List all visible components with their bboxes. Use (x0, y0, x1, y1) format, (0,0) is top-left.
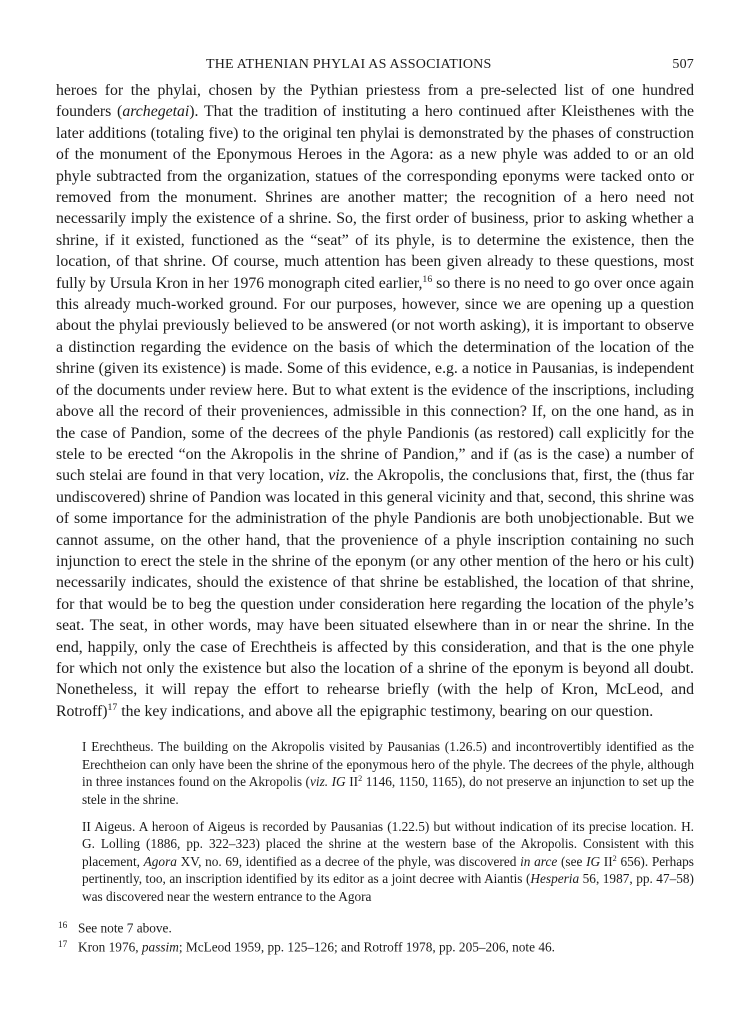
footnote-text: ; McLeod 1959, pp. 125–126; and Rotroff 1978, pp. 205–206, note 46. (178, 939, 555, 955)
text-run: II (600, 853, 613, 869)
footnote-number: 16 (58, 920, 68, 931)
italic-term-viz: viz. (328, 467, 350, 485)
footnote-17 (58, 937, 694, 956)
italic-citation: viz. IG (309, 774, 346, 790)
text-run: (see (557, 853, 587, 869)
text-run: XV, no. 69, identified as a decree of the phyle, was discovered (176, 853, 521, 869)
superscript: 2 (358, 774, 363, 784)
text-run: so there is no need to go over once again this already much-worked ground. For our purposes, however, since we are opening up a question about the phylai previously believed to be answered (or not worth asking), it is important to observe a distinction regarding the evidence on the basis of which the determination of the location of the shrine (given its existence) is made. Some of this evidence, e.g. a notice in Pausanias, is independent of the documents under review here. But to what extent is the evidence of the inscriptions, including above all the record of their proveniences, admissible in this connection? If, on the one hand, as in the case of Pandion, some of the decrees of the phyle Pandionis (as restored) call explicitly for the stele to be erected “on the Akropolis in the shrine of Pandion,” and if (as is the case) a number of such stelai are found in that very location, (56, 274, 694, 485)
footnotes (58, 918, 694, 956)
running-title: THE ATHENIAN PHYLAI AS ASSOCIATIONS (206, 57, 492, 72)
text-run: the key indications, and above all the epigraphic testimony, bearing on our question. (117, 702, 654, 720)
footnote-number: 17 (58, 939, 68, 950)
italic-term: in arce (520, 853, 558, 869)
text-run: 656). Perhaps pertinently, too, an inscription identified by its editor as a joint decree with Aiantis ( (82, 853, 694, 887)
text-run: II (345, 774, 359, 790)
italic-term: passim (141, 939, 179, 955)
eponym-entries (82, 738, 694, 905)
footnote-text: Kron 1976, (78, 939, 142, 955)
footnote-ref-17[interactable]: 17 (107, 701, 118, 713)
entry-aigeus (82, 818, 694, 906)
body-paragraph (56, 80, 694, 722)
page-number: 507 (672, 57, 694, 72)
italic-term-archegetai: archegetai (122, 103, 190, 121)
text-run: 56, 1987, pp. 47–58) was discovered near the western entrance to the Agora (82, 871, 694, 904)
page-header (56, 50, 694, 80)
footnote-text: See note 7 above. (78, 920, 172, 936)
italic-citation: Agora (143, 853, 177, 869)
superscript: 2 (612, 853, 617, 863)
text-run: 1146, 1150, 1165), do not preserve an injunction to set up the stele in the shrine. (82, 774, 695, 807)
book-page (56, 50, 694, 956)
footnote-ref-16[interactable]: 16 (422, 273, 433, 285)
footnote-16 (58, 918, 694, 937)
text-run: I Erechtheus. The building on the Akropolis visited by Pausanias (1.26.5) and incontrovertibly identified as the Erechtheion can only have been the shrine of the eponymous hero of the phyle. The decrees of the phyle, although in three instances found on the Akropolis ( (82, 739, 694, 790)
italic-citation: IG (586, 853, 601, 869)
text-run: II Aigeus. A heroon of Aigeus is recorded by Pausanias (1.22.5) but without indication of its precise location. H. G. Lolling (1886, pp. 322–323) placed the shrine at the western base of the Akropolis. Consistent with this placement, (82, 818, 694, 869)
text-run: ). That the tradition of instituting a hero continued after Kleisthenes with the later additions (totaling five) to the original ten phylai is demonstrated by the phases of construction of the monument of the Eponymous Heroes in the Agora: as a new phyle was added to or an old phyle subtracted from the organization, statues of the corresponding eponyms were tacked onto or removed from the monument. Shrines are another matter; the recognition of a hero need not necessarily imply the existence of a shrine. So, the first order of business, prior to asking whether a shrine, if it existed, functioned as the “seat” of its phyle, is to determine the existence, then the location, of that shrine. Of course, much attention has been given already to these questions, most fully by Ursula Kron in her 1976 monograph cited earlier, (56, 103, 694, 292)
text-run: the Akropolis, the conclusions that, first, the (thus far undiscovered) shrine of Pandion was located in this general vicinity and that, second, this shrine was of some importance for the administration of the phyle Pandionis are both unobjectionable. But we cannot assume, on the other hand, that the provenience of a phyle inscription containing no such injunction to erect the stele in the shrine of the eponym (or any other mention of the hero or his cult) necessarily indicates, should the existence of that shrine be established, the location of that shrine, for that would be to beg the question under consideration here regarding the location of the phyle’s seat. The seat, in other words, may have been situated elsewhere than in or near the shrine. In the end, happily, only the case of Erechtheis is affected by this consideration, and that is the one phyle for which not only the existence but also the location of a shrine of the eponym is beyond all doubt. Nonetheless, it will repay the effort to rehearse briefly (with the help of Kron, McLeod, and Rotroff) (56, 467, 694, 720)
italic-citation: Hesperia (530, 871, 580, 887)
text-run: heroes for the phylai, chosen by the Pythian priestess from a pre-selected list of one hundred founders ( (56, 82, 694, 121)
entry-erechtheus (82, 738, 694, 808)
